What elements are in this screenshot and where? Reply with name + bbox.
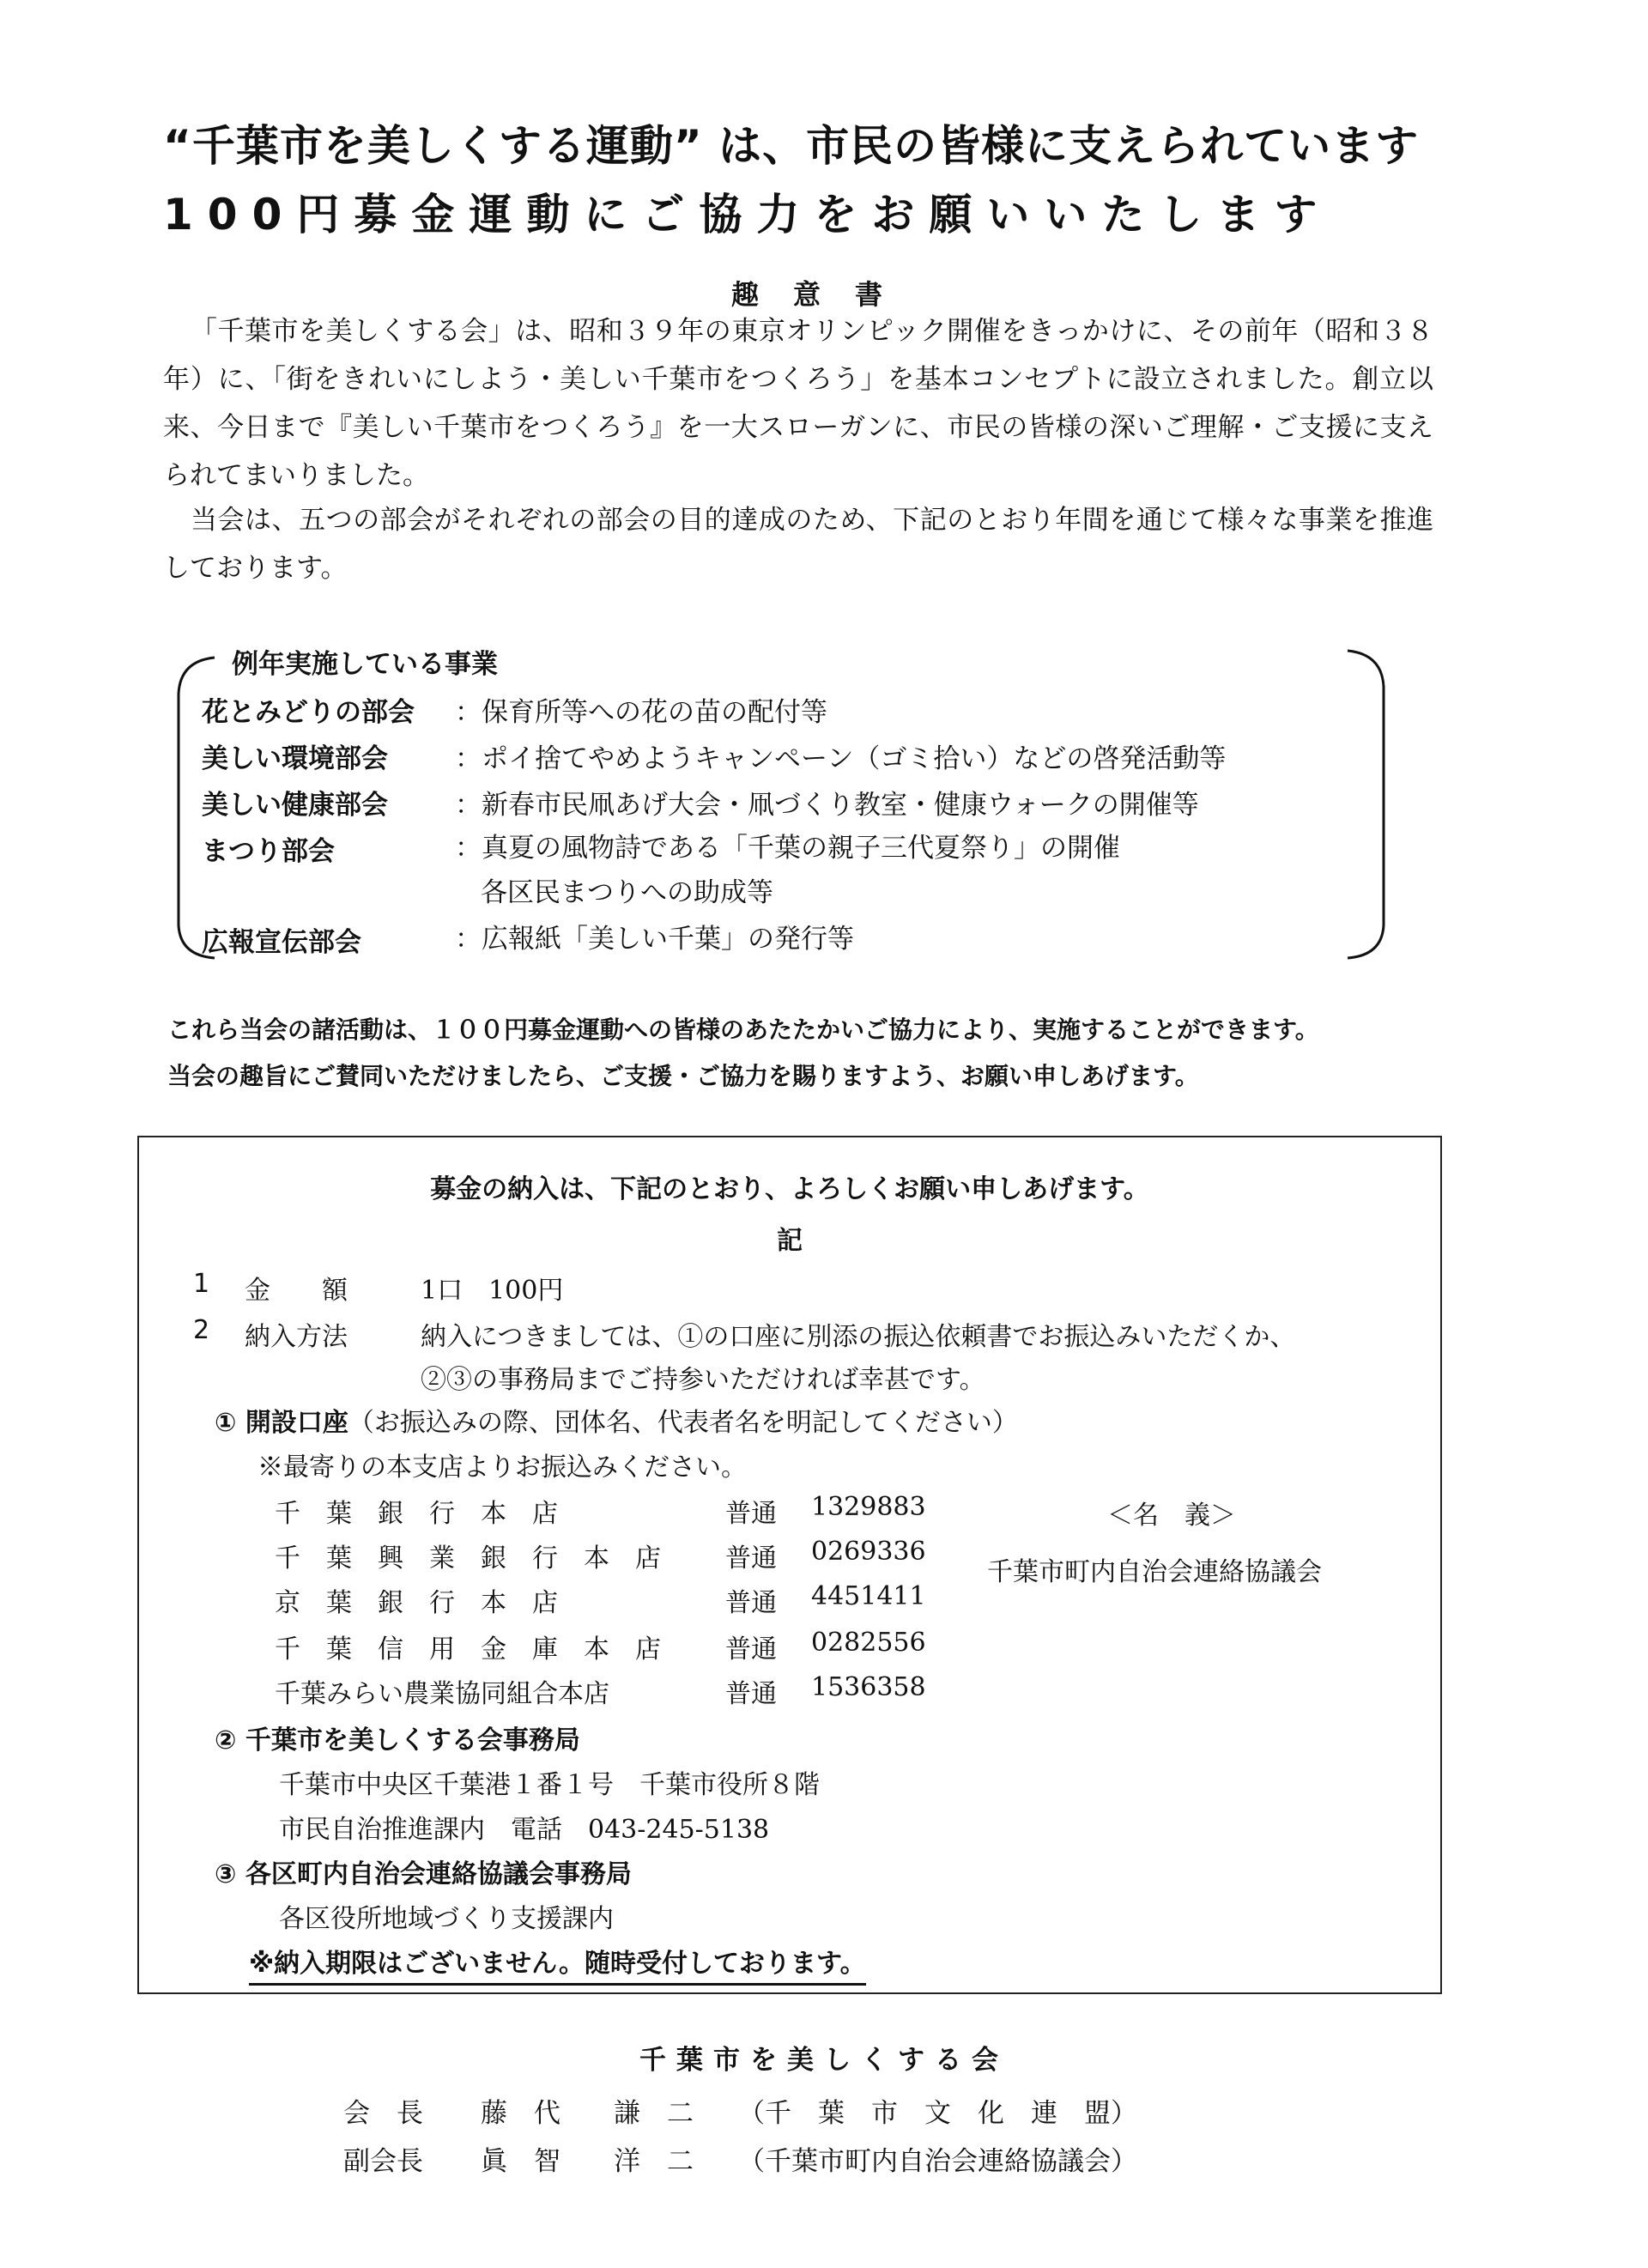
business-desc: ：広報紙「美しい千葉」の発行等 <box>455 924 854 955</box>
payment-ki: 記 <box>777 1226 803 1256</box>
title-line-1: “千葉市を美しくする運動” は、市民の皆様に支えられています <box>163 121 1420 171</box>
bank-type: 普通 <box>725 1679 777 1709</box>
business-desc: ：保育所等への花の苗の配付等 <box>455 697 827 728</box>
business-desc: ：真夏の風物詩である「千葉の親子三代夏祭り」の開催 <box>455 833 1120 864</box>
office-3-location: 各区役所地域づくり支援課内 <box>279 1904 614 1934</box>
business-name: 広報宣伝部会 <box>202 927 361 958</box>
vice-president-role: 副会長 <box>343 2146 423 2177</box>
bank-type: 普通 <box>725 1588 777 1618</box>
method-line-1: 納入につきましては、①の口座に別添の振込依頼書でお振込みいただくか、 <box>421 1322 1296 1352</box>
vice-president-name: 眞 智 洋 二 <box>481 2146 694 2177</box>
president-affiliation: （千 葉 市 文 化 連 盟） <box>738 2098 1137 2129</box>
method-line-2: ②③の事務局までご持参いただければ幸甚です。 <box>421 1365 985 1395</box>
amount-number: 1 <box>193 1269 210 1299</box>
payment-intro: 募金の納入は、下記のとおり、よろしくお願い申しあげます。 <box>430 1174 1149 1204</box>
bank-name: 千葉みらい農業協同組合本店 <box>275 1679 609 1709</box>
bank-number: 0282556 <box>811 1628 926 1658</box>
closing-line-1: これら当会の諸活動は、１００円募金運動への皆様のあたたかいご協力により、実施することができます。 <box>167 1016 1319 1044</box>
payment-deadline-note: ※納入期限はございません。随時受付しております。 <box>249 1942 866 1986</box>
bank-type: 普通 <box>725 1499 777 1529</box>
president-role: 会 長 <box>343 2098 423 2129</box>
bank-type: 普通 <box>725 1543 777 1574</box>
account-head-label: ① 開設口座 <box>215 1408 348 1438</box>
business-name: 美しい環境部会 <box>202 743 388 774</box>
bank-number: 4451411 <box>811 1581 926 1611</box>
business-desc: 各区民まつりへの助成等 <box>481 877 773 908</box>
bank-number: 1536358 <box>811 1672 926 1702</box>
business-header: 例年実施している事業 <box>232 649 498 680</box>
account-note-2: ※最寄りの本支店よりお振込みください。 <box>258 1452 747 1483</box>
business-desc: ：新春市民凧あげ大会・凧づくり教室・健康ウォークの開催等 <box>455 790 1199 821</box>
bank-number: 0269336 <box>811 1537 926 1567</box>
office-2-phone: 市民自治推進課内 電話 043-245-5138 <box>279 1815 770 1845</box>
business-name: 花とみどりの部会 <box>202 697 415 728</box>
closing-line-2: 当会の趣旨にご賛同いただけましたら、ご支援・ご協力を賜りますよう、お願い申しあげます。 <box>167 1062 1199 1090</box>
bank-number: 1329883 <box>811 1492 926 1522</box>
intro-paragraph-1: 「千葉市を美しくする会」は、昭和３９年の東京オリンピック開催をきっかけに、その前年（昭和３８年）に、「街をきれいにしよう・美しい千葉市をつくろう」を基本コンセプトに設立されました。創立以来、今日まで『美しい千葉市をつくろう』を一大スローガンに、市民の皆様の深いご理解・ご支援に支えられてまいりました。 <box>163 316 1433 491</box>
office-2-heading: ② 千葉市を美しくする会事務局 <box>215 1725 580 1756</box>
document-heading: 趣意書 <box>730 278 917 311</box>
bank-name: 千 葉 信 用 金 庫 本 店 <box>275 1634 661 1665</box>
business-name: 美しい健康部会 <box>202 790 388 821</box>
bank-name: 京 葉 銀 行 本 店 <box>275 1588 558 1618</box>
method-label: 納入方法 <box>245 1322 348 1352</box>
office-3-heading: ③ 各区町内自治会連絡協議会事務局 <box>215 1859 632 1889</box>
account-note: （お振込みの際、団体名、代表者名を明記してください） <box>348 1408 1018 1438</box>
intro-paragraph-2: 当会は、五つの部会がそれぞれの部会の目的達成のため、下記のとおり年間を通じて様々な事業を推進しております。 <box>163 505 1433 584</box>
business-desc: ：ポイ捨てやめようキャンペーン（ゴミ拾い）などの啓発活動等 <box>455 743 1227 774</box>
amount-label: 金 額 <box>245 1276 348 1306</box>
business-name: まつり部会 <box>202 836 335 867</box>
title-line-2: 100円募金運動にご協力をお願いいたします <box>163 190 1332 240</box>
bank-name: 千 葉 銀 行 本 店 <box>275 1499 558 1529</box>
account-holder-name: 千葉市町内自治会連絡協議会 <box>987 1557 1322 1587</box>
office-2-address: 千葉市中央区千葉港１番１号 千葉市役所８階 <box>279 1770 820 1800</box>
organization-name: 千葉市を美しくする会 <box>639 2045 1009 2076</box>
amount-value: 1口 100円 <box>421 1276 564 1306</box>
bank-name: 千 葉 興 業 銀 行 本 店 <box>275 1543 661 1574</box>
method-number: 2 <box>193 1315 210 1345</box>
vice-president-affiliation: （千葉市町内自治会連絡協議会） <box>738 2146 1137 2177</box>
president-name: 藤 代 謙 二 <box>481 2098 694 2129</box>
account-holder-label: ＜名 義＞ <box>1107 1501 1236 1531</box>
bank-type: 普通 <box>725 1634 777 1665</box>
account-heading <box>215 1401 1018 1439</box>
